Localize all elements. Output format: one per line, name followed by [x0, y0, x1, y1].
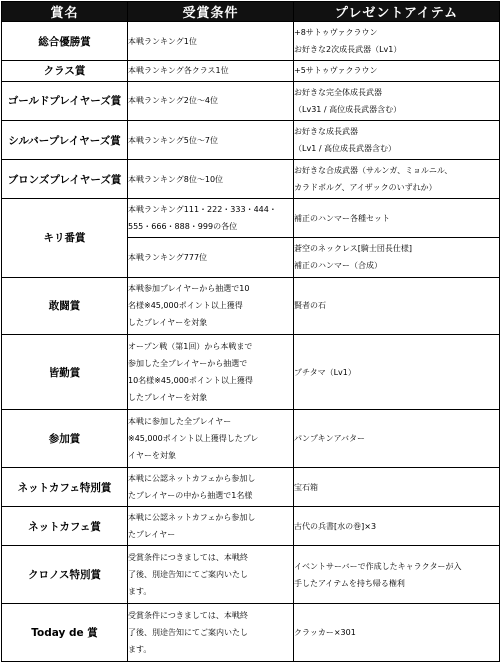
present-item-cell	[294, 410, 500, 468]
condition-line: 名様※45,000ポイント以上獲得	[128, 301, 243, 311]
condition-line: たプレイヤー	[128, 530, 176, 540]
present-item-cell	[294, 546, 500, 604]
condition-cell	[128, 410, 294, 468]
table-row	[2, 410, 500, 468]
award-name: ゴールドプレイヤーズ賞	[2, 81, 128, 120]
condition-cell	[128, 199, 294, 238]
condition-line: 本戦に公認ネットカフェから参加し	[128, 513, 256, 523]
header-award-name: 賞名	[2, 2, 128, 22]
table-row	[2, 81, 500, 120]
header-present-item: プレゼントアイテム	[294, 2, 500, 22]
present-item-line: お好きな成長武器	[294, 127, 358, 136]
condition-line: 本戦に公認ネットカフェから参加し	[128, 474, 256, 484]
table-row	[2, 468, 500, 507]
present-item-cell	[294, 199, 500, 238]
present-item-line: お好きな完全体成長武器	[294, 87, 382, 97]
table-row	[2, 604, 500, 662]
table-row	[2, 160, 500, 199]
present-item-line: +8サトゥヴァクラウン	[294, 28, 378, 38]
condition-line: イヤーを対象	[128, 451, 176, 461]
present-item-line: 古代の兵書[水の巻]×3	[294, 521, 377, 531]
present-item-line: クラッカー×301	[294, 628, 356, 638]
table-row	[2, 507, 500, 546]
condition-line: 了後、別途告知にてご案内いたし	[128, 628, 248, 638]
condition-line: 本戦参加プレイヤーから抽選で10	[128, 284, 250, 294]
condition-line: 本戦ランキング8位～10位	[128, 174, 224, 184]
condition-line: たプレイヤーの中から抽選で1名様	[128, 491, 253, 501]
header-conditions: 受賞条件	[128, 2, 294, 22]
award-name: 参加賞	[2, 410, 128, 468]
condition-line: ※45,000ポイント以上獲得したプレ	[128, 434, 259, 444]
present-item-line: （Lv1 / 高位成長武器含む）	[294, 144, 397, 153]
condition-cell	[128, 507, 294, 546]
table-row	[2, 22, 500, 61]
award-name: シルバープレイヤーズ賞	[2, 120, 128, 159]
condition-line: 受賞条件につきましては、本戦終	[128, 611, 248, 621]
condition-cell	[128, 277, 294, 335]
condition-line: 本戦ランキング5位～7位	[128, 135, 218, 145]
present-item-line: パンプキンアバター	[294, 434, 365, 444]
condition-line: したプレイヤーを対象	[128, 318, 208, 328]
header-row	[2, 2, 500, 22]
condition-cell	[128, 81, 294, 120]
table-row	[2, 335, 500, 410]
condition-line: ます。	[128, 587, 152, 597]
condition-cell	[128, 238, 294, 277]
condition-cell	[128, 468, 294, 507]
present-item-line: プチタマ（Lv1）	[294, 367, 356, 377]
condition-line: 受賞条件につきましては、本戦終	[128, 553, 248, 563]
present-item-line: （Lv31 / 高位成長武器含む）	[294, 104, 402, 114]
present-item-line: お好きな合成武器（サルンガ、ミョルニル、	[294, 166, 453, 176]
present-item-cell	[294, 238, 500, 277]
condition-line: 本戦ランキング2位～4位	[128, 96, 218, 106]
award-name: Today de 賞	[2, 604, 128, 662]
award-name: ネットカフェ賞	[2, 507, 128, 546]
present-item-cell	[294, 604, 500, 662]
table-row	[2, 546, 500, 604]
condition-cell	[128, 120, 294, 159]
present-item-cell	[294, 120, 500, 159]
present-item-cell	[294, 507, 500, 546]
award-table	[1, 1, 500, 662]
condition-line: 555・666・888・999の各位	[128, 222, 238, 232]
table-row	[2, 199, 500, 238]
condition-line: ます。	[128, 645, 152, 655]
present-item-cell	[294, 160, 500, 199]
present-item-cell	[294, 22, 500, 61]
award-name: ネットカフェ特別賞	[2, 468, 128, 507]
award-name: 敢闘賞	[2, 277, 128, 335]
condition-line: 本戦ランキング111・222・333・444・	[128, 205, 277, 215]
table-row	[2, 61, 500, 82]
present-item-line: イベントサーバーで作成したキャラクターが入	[294, 561, 462, 571]
condition-line: 10名様※45,000ポイント以上獲得	[128, 376, 253, 386]
condition-cell	[128, 160, 294, 199]
condition-line: したプレイヤーを対象	[128, 393, 208, 403]
award-name: クロノス特別賞	[2, 546, 128, 604]
condition-line: オープン戦（第1回）から本戦まで	[128, 342, 253, 352]
present-item-line: 賢者の石	[294, 301, 326, 311]
present-item-cell	[294, 277, 500, 335]
present-item-cell	[294, 335, 500, 410]
table-row	[2, 120, 500, 159]
condition-line: 了後、別途告知にてご案内いたし	[128, 570, 248, 580]
present-item-cell	[294, 81, 500, 120]
present-item-cell	[294, 61, 500, 82]
award-name: クラス賞	[2, 61, 128, 82]
condition-cell	[128, 546, 294, 604]
condition-line: 参加した全プレイヤーから抽選で	[128, 359, 248, 369]
condition-line: 本戦ランキング各クラス1位	[128, 66, 229, 76]
present-item-line: +5サトゥヴァクラウン	[294, 66, 378, 76]
table-row	[2, 277, 500, 335]
present-item-line: お好きな2次成長武器（Lv1）	[294, 45, 402, 55]
present-item-line: カラドボルグ、アイザックのいずれか）	[294, 183, 437, 193]
condition-cell	[128, 22, 294, 61]
award-name: 皆勤賞	[2, 335, 128, 410]
present-item-cell	[294, 468, 500, 507]
condition-cell	[128, 335, 294, 410]
award-name: 総合優勝賞	[2, 22, 128, 61]
condition-cell	[128, 604, 294, 662]
present-item-line: 手したアイテムを持ち帰る権利	[294, 578, 405, 588]
condition-line: 本戦ランキング777位	[128, 252, 208, 262]
condition-cell	[128, 61, 294, 82]
present-item-line: 宝石箱	[294, 482, 318, 492]
award-name: キリ番賞	[2, 199, 128, 277]
condition-line: 本戦に参加した全プレイヤー	[128, 417, 232, 427]
present-item-line: 補正のハンマー各種セット	[294, 213, 390, 223]
award-name: ブロンズプレイヤーズ賞	[2, 160, 128, 199]
condition-line: 本戦ランキング1位	[128, 36, 197, 46]
present-item-line: 補正のハンマー（合成）	[294, 261, 382, 271]
present-item-line: 蒼空のネックレス[騎士団長仕様]	[294, 244, 413, 254]
